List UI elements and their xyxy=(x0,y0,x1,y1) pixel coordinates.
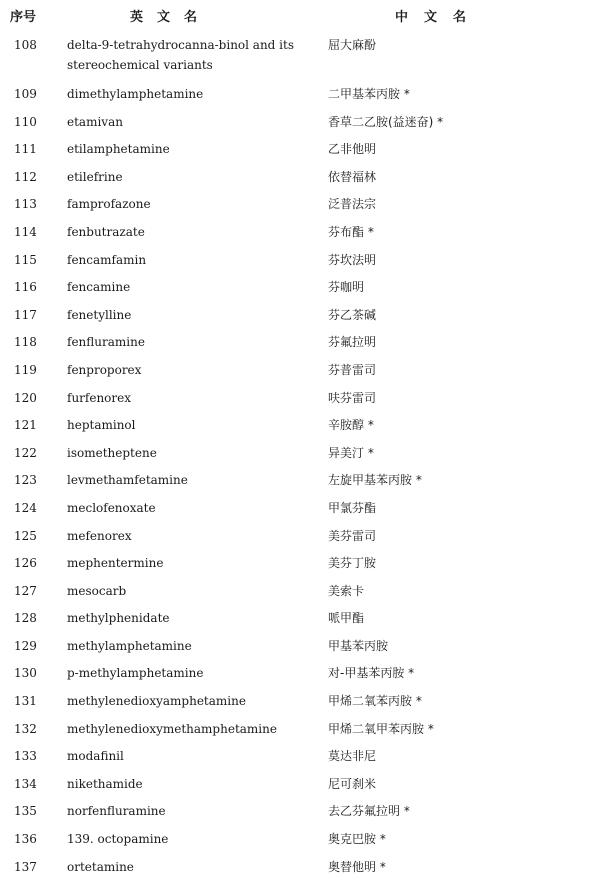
chinese-name: 屈大麻酚 xyxy=(328,38,377,52)
row-number: 121 xyxy=(14,418,37,433)
table-row xyxy=(0,605,600,633)
english-name: methylamphetamine xyxy=(67,638,192,653)
row-number: 118 xyxy=(14,335,37,350)
chinese-name: 芬布酯 * xyxy=(328,224,374,239)
chinese-name: 莫达非尼 xyxy=(328,749,377,764)
english-name: norfenfluramine xyxy=(67,804,166,819)
chinese-name: 美索卡 xyxy=(328,583,365,598)
row-number: 115 xyxy=(14,252,37,267)
row-number: 114 xyxy=(14,224,37,239)
row-number: 112 xyxy=(14,169,37,184)
chinese-name: 甲基苯丙胺 xyxy=(328,638,389,653)
table-row xyxy=(0,716,600,744)
english-name: methylenedioxyamphetamine xyxy=(67,694,246,709)
chinese-name: 美芬雷司 xyxy=(328,528,377,543)
english-name-continued: stereochemical variants xyxy=(67,58,213,72)
row-number: 117 xyxy=(14,307,37,322)
english-name: meclofenoxate xyxy=(67,500,156,515)
table-row xyxy=(0,385,600,413)
row-number: 131 xyxy=(14,694,37,709)
table-row xyxy=(0,578,600,606)
row-number: 110 xyxy=(14,114,37,129)
row-number: 136 xyxy=(14,832,37,847)
row-number: 124 xyxy=(14,500,37,515)
row-number: 113 xyxy=(14,197,37,212)
header-english-name: 英文名 xyxy=(130,10,212,25)
row-number: 132 xyxy=(14,721,37,736)
english-name: heptaminol xyxy=(67,418,136,433)
row-number: 122 xyxy=(14,445,37,460)
chinese-name: 哌甲酯 xyxy=(328,611,365,626)
table-row xyxy=(0,357,600,385)
english-name: fenproporex xyxy=(67,362,142,377)
row-number: 126 xyxy=(14,556,37,571)
row-number: 128 xyxy=(14,611,37,626)
table-row xyxy=(0,164,600,192)
table-row xyxy=(0,81,600,109)
table-row xyxy=(0,302,600,330)
chinese-name: 对-甲基苯丙胺 * xyxy=(328,666,415,681)
chinese-name: 甲烯二氧甲苯丙胺 * xyxy=(328,721,434,736)
chinese-name: 乙非他明 xyxy=(328,142,377,157)
english-name: methylenedioxymethamphetamine xyxy=(67,721,277,736)
english-name: 139. octopamine xyxy=(67,832,169,847)
row-number: 137 xyxy=(14,859,37,874)
table-header xyxy=(0,0,600,30)
table-row xyxy=(0,219,600,247)
english-name: furfenorex xyxy=(67,390,132,405)
header-chinese-name: 中文名 xyxy=(395,10,483,25)
table-row xyxy=(0,274,600,302)
english-name: ortetamine xyxy=(67,859,134,874)
chinese-name: 依替福林 xyxy=(328,169,377,184)
english-name: etilamphetamine xyxy=(67,142,170,157)
row-number: 129 xyxy=(14,638,37,653)
table-row xyxy=(0,826,600,854)
english-name: p-methylamphetamine xyxy=(67,666,204,681)
chinese-name: 芬坎法明 xyxy=(328,252,377,267)
english-name: mephentermine xyxy=(67,556,164,571)
row-number: 125 xyxy=(14,528,37,543)
table-row xyxy=(0,191,600,219)
table-row xyxy=(0,771,600,799)
row-number: 127 xyxy=(14,583,37,598)
chinese-name: 美芬丁胺 xyxy=(328,556,377,571)
row-number: 123 xyxy=(14,473,37,488)
chinese-name: 芬氟拉明 xyxy=(328,335,377,350)
chinese-name: 异美汀 * xyxy=(328,445,374,460)
table-row xyxy=(0,798,600,826)
chinese-name: 去乙芬氟拉明 * xyxy=(328,804,410,819)
chinese-name: 芬普雷司 xyxy=(328,362,377,377)
english-name: etamivan xyxy=(67,114,123,129)
chinese-name: 芬乙茶碱 xyxy=(328,307,377,322)
row-number: 134 xyxy=(14,776,37,791)
row-number: 116 xyxy=(14,280,37,295)
english-name: mefenorex xyxy=(67,528,132,543)
english-name: fencamine xyxy=(67,280,131,295)
table-row xyxy=(0,136,600,164)
english-name: famprofazone xyxy=(67,197,151,212)
english-name: methylphenidate xyxy=(67,611,170,626)
english-name: mesocarb xyxy=(67,583,127,598)
header-number: 序号 xyxy=(10,10,37,25)
table-row xyxy=(0,743,600,771)
row-number: 135 xyxy=(14,804,37,819)
row-number: 120 xyxy=(14,390,37,405)
row-number: 133 xyxy=(14,749,37,764)
chinese-name: 奥克巴胺 * xyxy=(328,832,386,847)
english-name: delta-9-tetrahydrocanna-binol and its xyxy=(67,38,294,52)
chinese-name: 左旋甲基苯丙胺 * xyxy=(328,473,422,488)
english-name: levmethamfetamine xyxy=(67,473,188,488)
english-name: modafinil xyxy=(67,749,124,764)
english-name: etilefrine xyxy=(67,169,123,184)
table-row xyxy=(0,467,600,495)
table-row xyxy=(0,633,600,661)
chinese-name: 甲氯芬酯 xyxy=(328,500,377,515)
chinese-name: 甲烯二氧苯丙胺 * xyxy=(328,694,422,709)
row-number: 119 xyxy=(14,362,37,377)
row-number: 108 xyxy=(14,38,37,52)
table-row xyxy=(0,412,600,440)
table-row xyxy=(0,32,600,81)
row-number: 109 xyxy=(14,87,37,101)
table-row xyxy=(0,440,600,468)
chinese-name: 奥替他明 * xyxy=(328,859,386,874)
english-name: dimethylamphetamine xyxy=(67,87,204,101)
chinese-name: 呋芬雷司 xyxy=(328,390,377,405)
english-name: fenfluramine xyxy=(67,335,145,350)
table-row xyxy=(0,495,600,523)
english-name: fenbutrazate xyxy=(67,224,145,239)
table-row xyxy=(0,247,600,275)
table-body xyxy=(0,32,600,881)
table-row xyxy=(0,660,600,688)
english-name: isometheptene xyxy=(67,445,157,460)
row-number: 130 xyxy=(14,666,37,681)
table-row xyxy=(0,523,600,551)
chinese-name: 尼可刹米 xyxy=(328,776,377,791)
row-number: 111 xyxy=(14,142,37,157)
chinese-name: 芬咖明 xyxy=(328,280,365,295)
chinese-name: 辛胺醇 * xyxy=(328,418,374,433)
english-name: fencamfamin xyxy=(67,252,147,267)
chinese-name: 二甲基苯丙胺 * xyxy=(328,87,410,101)
table-row xyxy=(0,329,600,357)
table-row xyxy=(0,109,600,137)
english-name: fenetylline xyxy=(67,307,132,322)
english-name: nikethamide xyxy=(67,776,143,791)
table-row xyxy=(0,688,600,716)
chinese-name: 泛普法宗 xyxy=(328,197,377,212)
chinese-name: 香草二乙胺(益迷奋) * xyxy=(328,114,444,129)
table-row xyxy=(0,550,600,578)
